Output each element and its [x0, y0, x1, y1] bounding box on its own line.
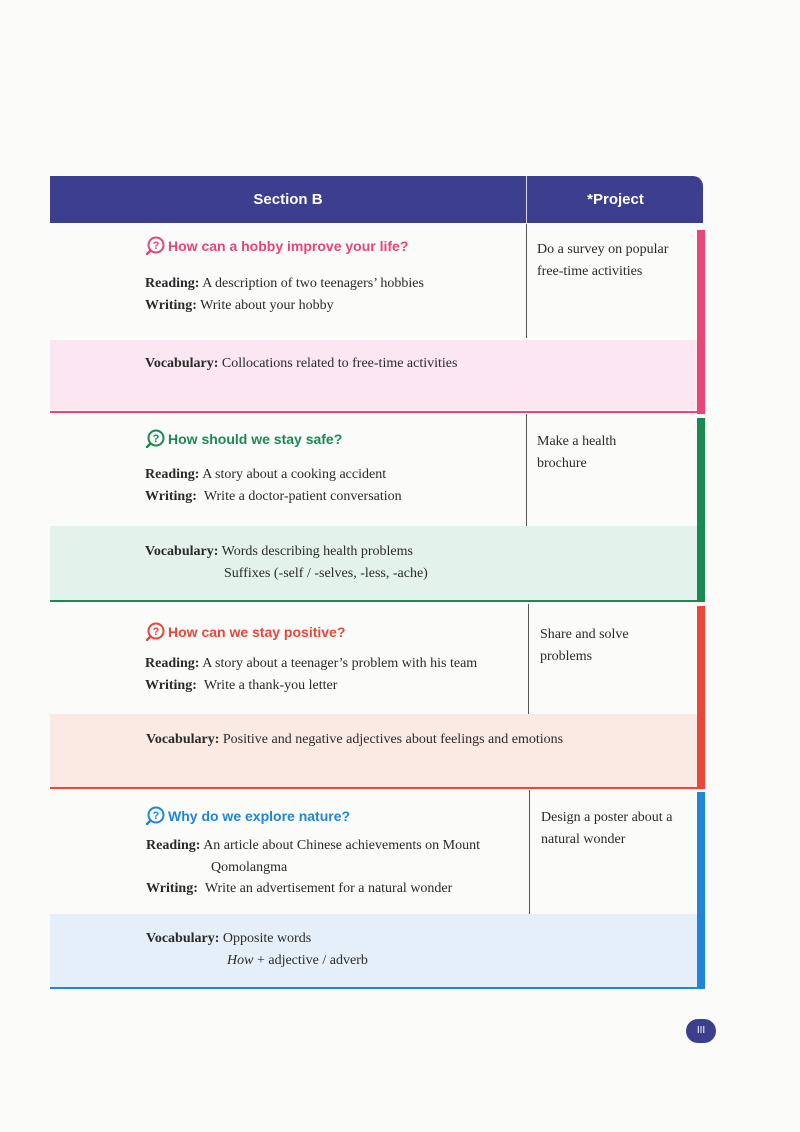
svg-text:?: ? [152, 240, 160, 252]
unit-question [146, 429, 342, 448]
header-divider [526, 176, 527, 223]
header-project: *Project [587, 191, 644, 208]
writing-label: Writing: [145, 678, 197, 693]
unit-color-bar [697, 418, 705, 602]
project-text [541, 807, 701, 851]
vocabulary-line [146, 732, 563, 748]
writing-line [145, 678, 337, 694]
project-line-1: Share and solve [540, 627, 629, 642]
unit-bottom-line [50, 411, 705, 413]
question-icon [146, 806, 165, 825]
writing-line [145, 298, 334, 314]
vocab-band [50, 914, 698, 988]
writing-line [146, 881, 452, 897]
reading-line [145, 656, 477, 672]
reading-line [145, 276, 424, 292]
svg-text:?: ? [152, 810, 160, 822]
unit-question [146, 622, 345, 641]
vocabulary-line [146, 931, 311, 947]
vocabulary-text: Positive and negative adjectives about feelings and emotions [222, 732, 564, 747]
project-line-2: brochure [537, 456, 587, 471]
unit-row-1 [50, 224, 705, 414]
unit-bottom-line [50, 987, 705, 989]
vocabulary-label: Vocabulary: [146, 931, 220, 946]
writing-text: Write a thank-you letter [203, 678, 338, 693]
column-divider [526, 414, 527, 526]
question-icon [146, 622, 165, 641]
writing-text: Write an advertisement for a natural wonder [204, 881, 453, 896]
question-text: How should we stay safe? [168, 430, 343, 447]
reading-text: A story about a cooking accident [202, 467, 387, 482]
question-text: Why do we explore nature? [168, 807, 351, 824]
project-line-1: Do a survey on popular [537, 242, 669, 257]
vocabulary-text-2: + adjective / adverb [256, 953, 368, 968]
unit-question [146, 806, 350, 825]
reading-line [145, 467, 386, 483]
reading-line [146, 838, 480, 854]
svg-text:?: ? [152, 626, 160, 638]
vocabulary-text: Words describing health problems [221, 544, 413, 559]
unit-bottom-line [50, 600, 705, 602]
column-divider [528, 604, 529, 714]
reading-text: A description of two teenagers’ hobbies [202, 276, 424, 291]
project-text [540, 624, 690, 668]
vocabulary-label: Vocabulary: [145, 544, 219, 559]
unit-row-2 [50, 414, 705, 604]
writing-text: Write a doctor-patient conversation [203, 489, 402, 504]
unit-bottom-line [50, 787, 705, 789]
unit-color-bar [697, 606, 705, 788]
reading-label: Reading: [145, 656, 200, 671]
reading-label: Reading: [146, 838, 201, 853]
column-divider [529, 790, 530, 914]
question-text: How can a hobby improve your life? [168, 237, 409, 254]
vocabulary-label: Vocabulary: [146, 732, 220, 747]
project-line-2: natural wonder [541, 832, 626, 847]
writing-label: Writing: [146, 881, 198, 896]
writing-label: Writing: [145, 489, 197, 504]
project-line-2: free-time activities [537, 264, 643, 279]
unit-row-4 [50, 790, 705, 990]
header-section-b: Section B [253, 191, 323, 208]
table-header [50, 176, 703, 223]
writing-line [145, 489, 402, 505]
project-text [537, 239, 687, 283]
vocab-band [50, 526, 698, 600]
reading-text: A story about a teenager’s problem with his team [202, 656, 478, 671]
project-text [537, 431, 687, 475]
reading-line-cont [211, 860, 287, 876]
project-line-2: problems [540, 649, 593, 664]
unit-question [146, 236, 408, 255]
question-icon [146, 429, 165, 448]
project-line-1: Design a poster about a [541, 810, 673, 825]
vocab-band [50, 714, 698, 788]
vocabulary-line [145, 356, 457, 372]
reading-label: Reading: [145, 467, 200, 482]
vocabulary-text-2: Suffixes (-self / -selves, -less, -ache) [224, 566, 428, 581]
question-text: How can we stay positive? [168, 623, 346, 640]
writing-text: Write about your hobby [200, 298, 334, 313]
unit-row-3 [50, 604, 705, 790]
vocabulary-label: Vocabulary: [145, 356, 219, 371]
vocab-band [50, 340, 698, 410]
vocabulary-line-2 [227, 953, 368, 969]
svg-text:?: ? [152, 433, 160, 445]
vocabulary-italic: How [227, 953, 254, 968]
vocabulary-text: Opposite words [222, 931, 312, 946]
vocabulary-line-2 [224, 566, 428, 582]
project-line-1: Make a health [537, 434, 617, 449]
vocabulary-line [145, 544, 413, 560]
reading-text: An article about Chinese achievements on Mount [203, 838, 481, 853]
column-divider [526, 224, 527, 338]
question-icon [146, 236, 165, 255]
unit-color-bar [697, 230, 705, 414]
writing-label: Writing: [145, 298, 197, 313]
reading-text-cont: Qomolangma [211, 860, 288, 875]
vocabulary-text: Collocations related to free-time activities [221, 356, 458, 371]
page-number: III [686, 1019, 716, 1043]
reading-label: Reading: [145, 276, 200, 291]
